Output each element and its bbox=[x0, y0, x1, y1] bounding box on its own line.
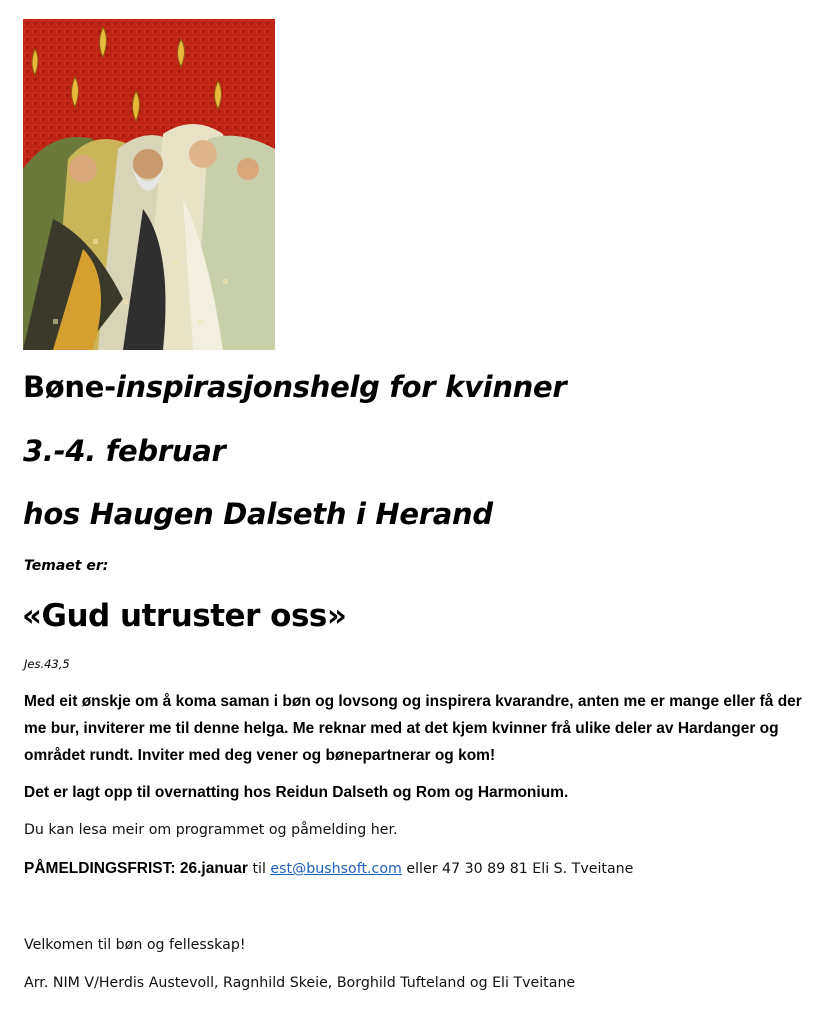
pentecost-mosaic-image bbox=[23, 19, 275, 350]
registration-connector: til bbox=[247, 861, 271, 877]
heading-title-italic: inspirasjonshelg for kvinner bbox=[115, 370, 567, 404]
theme-quote: «Gud utruster oss» bbox=[22, 598, 347, 634]
registration-contact: eller 47 30 89 81 Eli S. Tveitane bbox=[401, 861, 634, 877]
theme-intro: Temaet er: bbox=[24, 558, 109, 574]
invitation-paragraph: Med eit ønskje om å koma saman i bøn og lovsong og inspirera kvarandre, anten me er mange eller få der me bur, inviterer me til denne helga. Me reknar med at det kjem kvinner frå ulike deler av Hardanger og området rundt. Inviter med deg vener og bønepartnerar og kom! bbox=[24, 693, 802, 764]
heading-title-plain: Bøne- bbox=[23, 370, 116, 404]
welcome-text: Velkomen til bøn og fellesskap! bbox=[24, 937, 246, 953]
email-link[interactable]: est@bushsoft.com bbox=[270, 861, 402, 877]
heading-date: 3.-4. februar bbox=[23, 434, 226, 468]
program-info-paragraph: Du kan lesa meir om programmet og påmelding her. bbox=[24, 822, 398, 838]
registration-line bbox=[24, 855, 809, 883]
registration-deadline: PÅMELDINGSFRIST: 26.januar bbox=[24, 860, 248, 877]
organizers-text: Arr. NIM V/Herdis Austevoll, Ragnhild Skeie, Borghild Tufteland og Eli Tveitane bbox=[24, 975, 576, 991]
bible-reference: Jes.43,5 bbox=[24, 657, 70, 671]
accommodation-paragraph: Det er lagt opp til overnatting hos Reidun Dalseth og Rom og Harmonium. bbox=[24, 784, 569, 801]
heading-title bbox=[23, 370, 566, 404]
heading-location: hos Haugen Dalseth i Herand bbox=[23, 497, 493, 531]
